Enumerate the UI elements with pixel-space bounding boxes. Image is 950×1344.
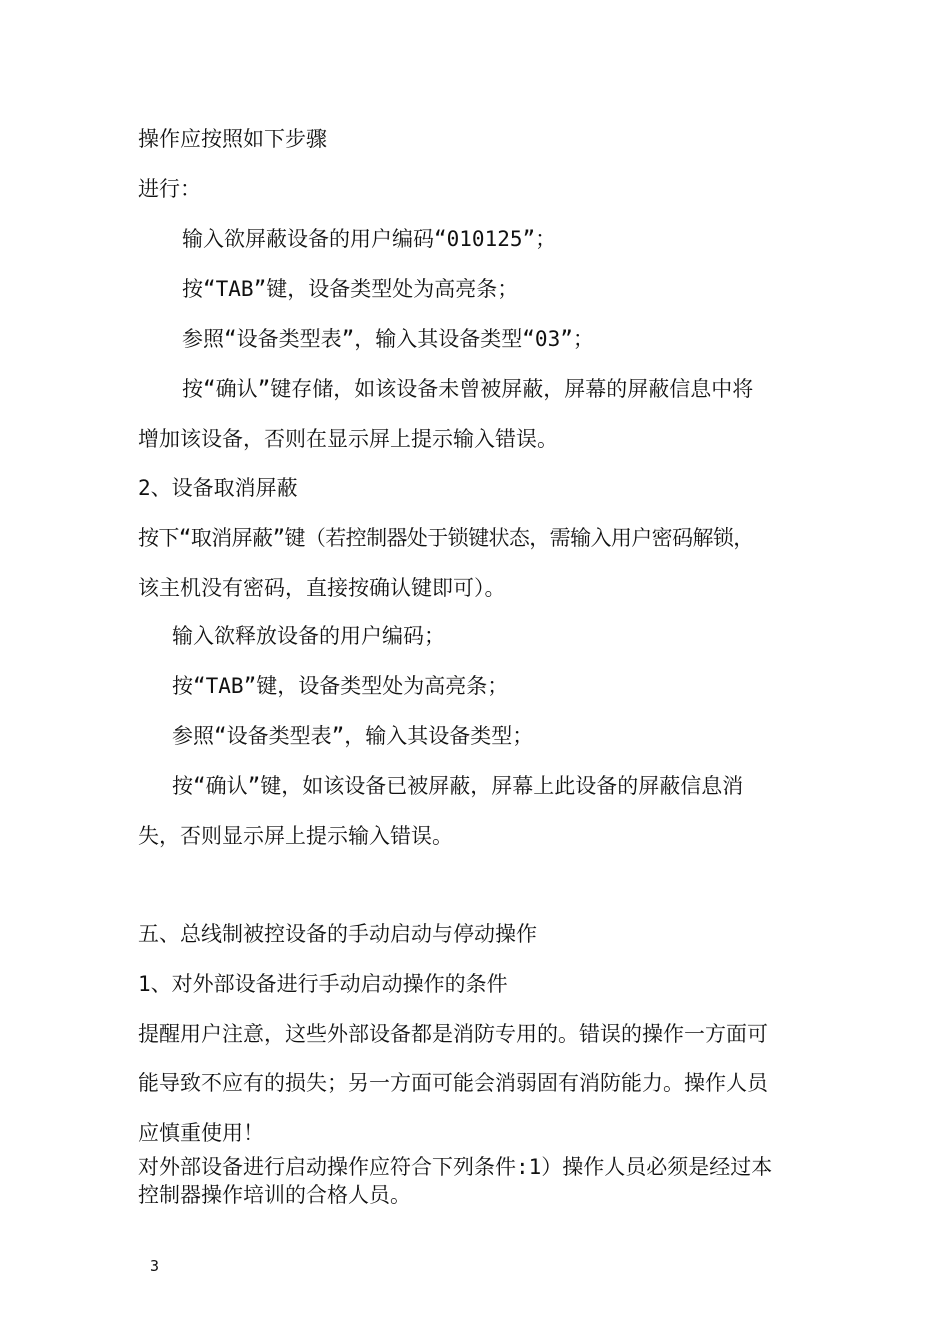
text-line: 按“确认”键存储，如该设备未曾被屏蔽，屏幕的屏蔽信息中将 <box>182 377 754 401</box>
text-line: 操作应按照如下步骤 <box>138 127 327 151</box>
text-line: 该主机没有密码，直接按确认键即可）。 <box>138 576 506 600</box>
section-heading: 2、设备取消屏蔽 <box>138 476 298 500</box>
text-line: 按下“取消屏蔽”键（若控制器处于锁键状态，需输入用户密码解锁， <box>138 526 754 550</box>
text-line: 增加该设备，否则在显示屏上提示输入错误。 <box>138 427 558 451</box>
page-number: 3 <box>150 1257 160 1275</box>
text-line: 按“确认”键，如该设备已被屏蔽，屏幕上此设备的屏蔽信息消 <box>172 774 744 798</box>
text-line: 提醒用户注意，这些外部设备都是消防专用的。错误的操作一方面可 <box>138 1022 768 1046</box>
text-line: 进行： <box>138 177 201 201</box>
text-line: 按“TAB”键，设备类型处为高亮条； <box>172 674 509 698</box>
text-line: 参照“设备类型表”，输入其设备类型； <box>172 724 534 748</box>
text-line: 按“TAB”键，设备类型处为高亮条； <box>182 277 519 301</box>
text-line: 能导致不应有的损失；另一方面可能会消弱固有消防能力。操作人员 <box>138 1071 768 1095</box>
text-line: 输入欲屏蔽设备的用户编码“010125”； <box>182 227 557 251</box>
section-heading: 五、总线制被控设备的手动启动与停动操作 <box>138 922 537 946</box>
text-line: 对外部设备进行启动操作应符合下列条件:1）操作人员必须是经过本 <box>138 1155 773 1179</box>
text-line: 控制器操作培训的合格人员。 <box>138 1183 411 1207</box>
text-line: 失，否则显示屏上提示输入错误。 <box>138 824 453 848</box>
text-line: 输入欲释放设备的用户编码； <box>172 624 445 648</box>
section-heading: 1、对外部设备进行手动启动操作的条件 <box>138 972 508 996</box>
text-line: 应慎重使用！ <box>138 1121 264 1145</box>
text-line: 参照“设备类型表”，输入其设备类型“03”； <box>182 327 594 351</box>
